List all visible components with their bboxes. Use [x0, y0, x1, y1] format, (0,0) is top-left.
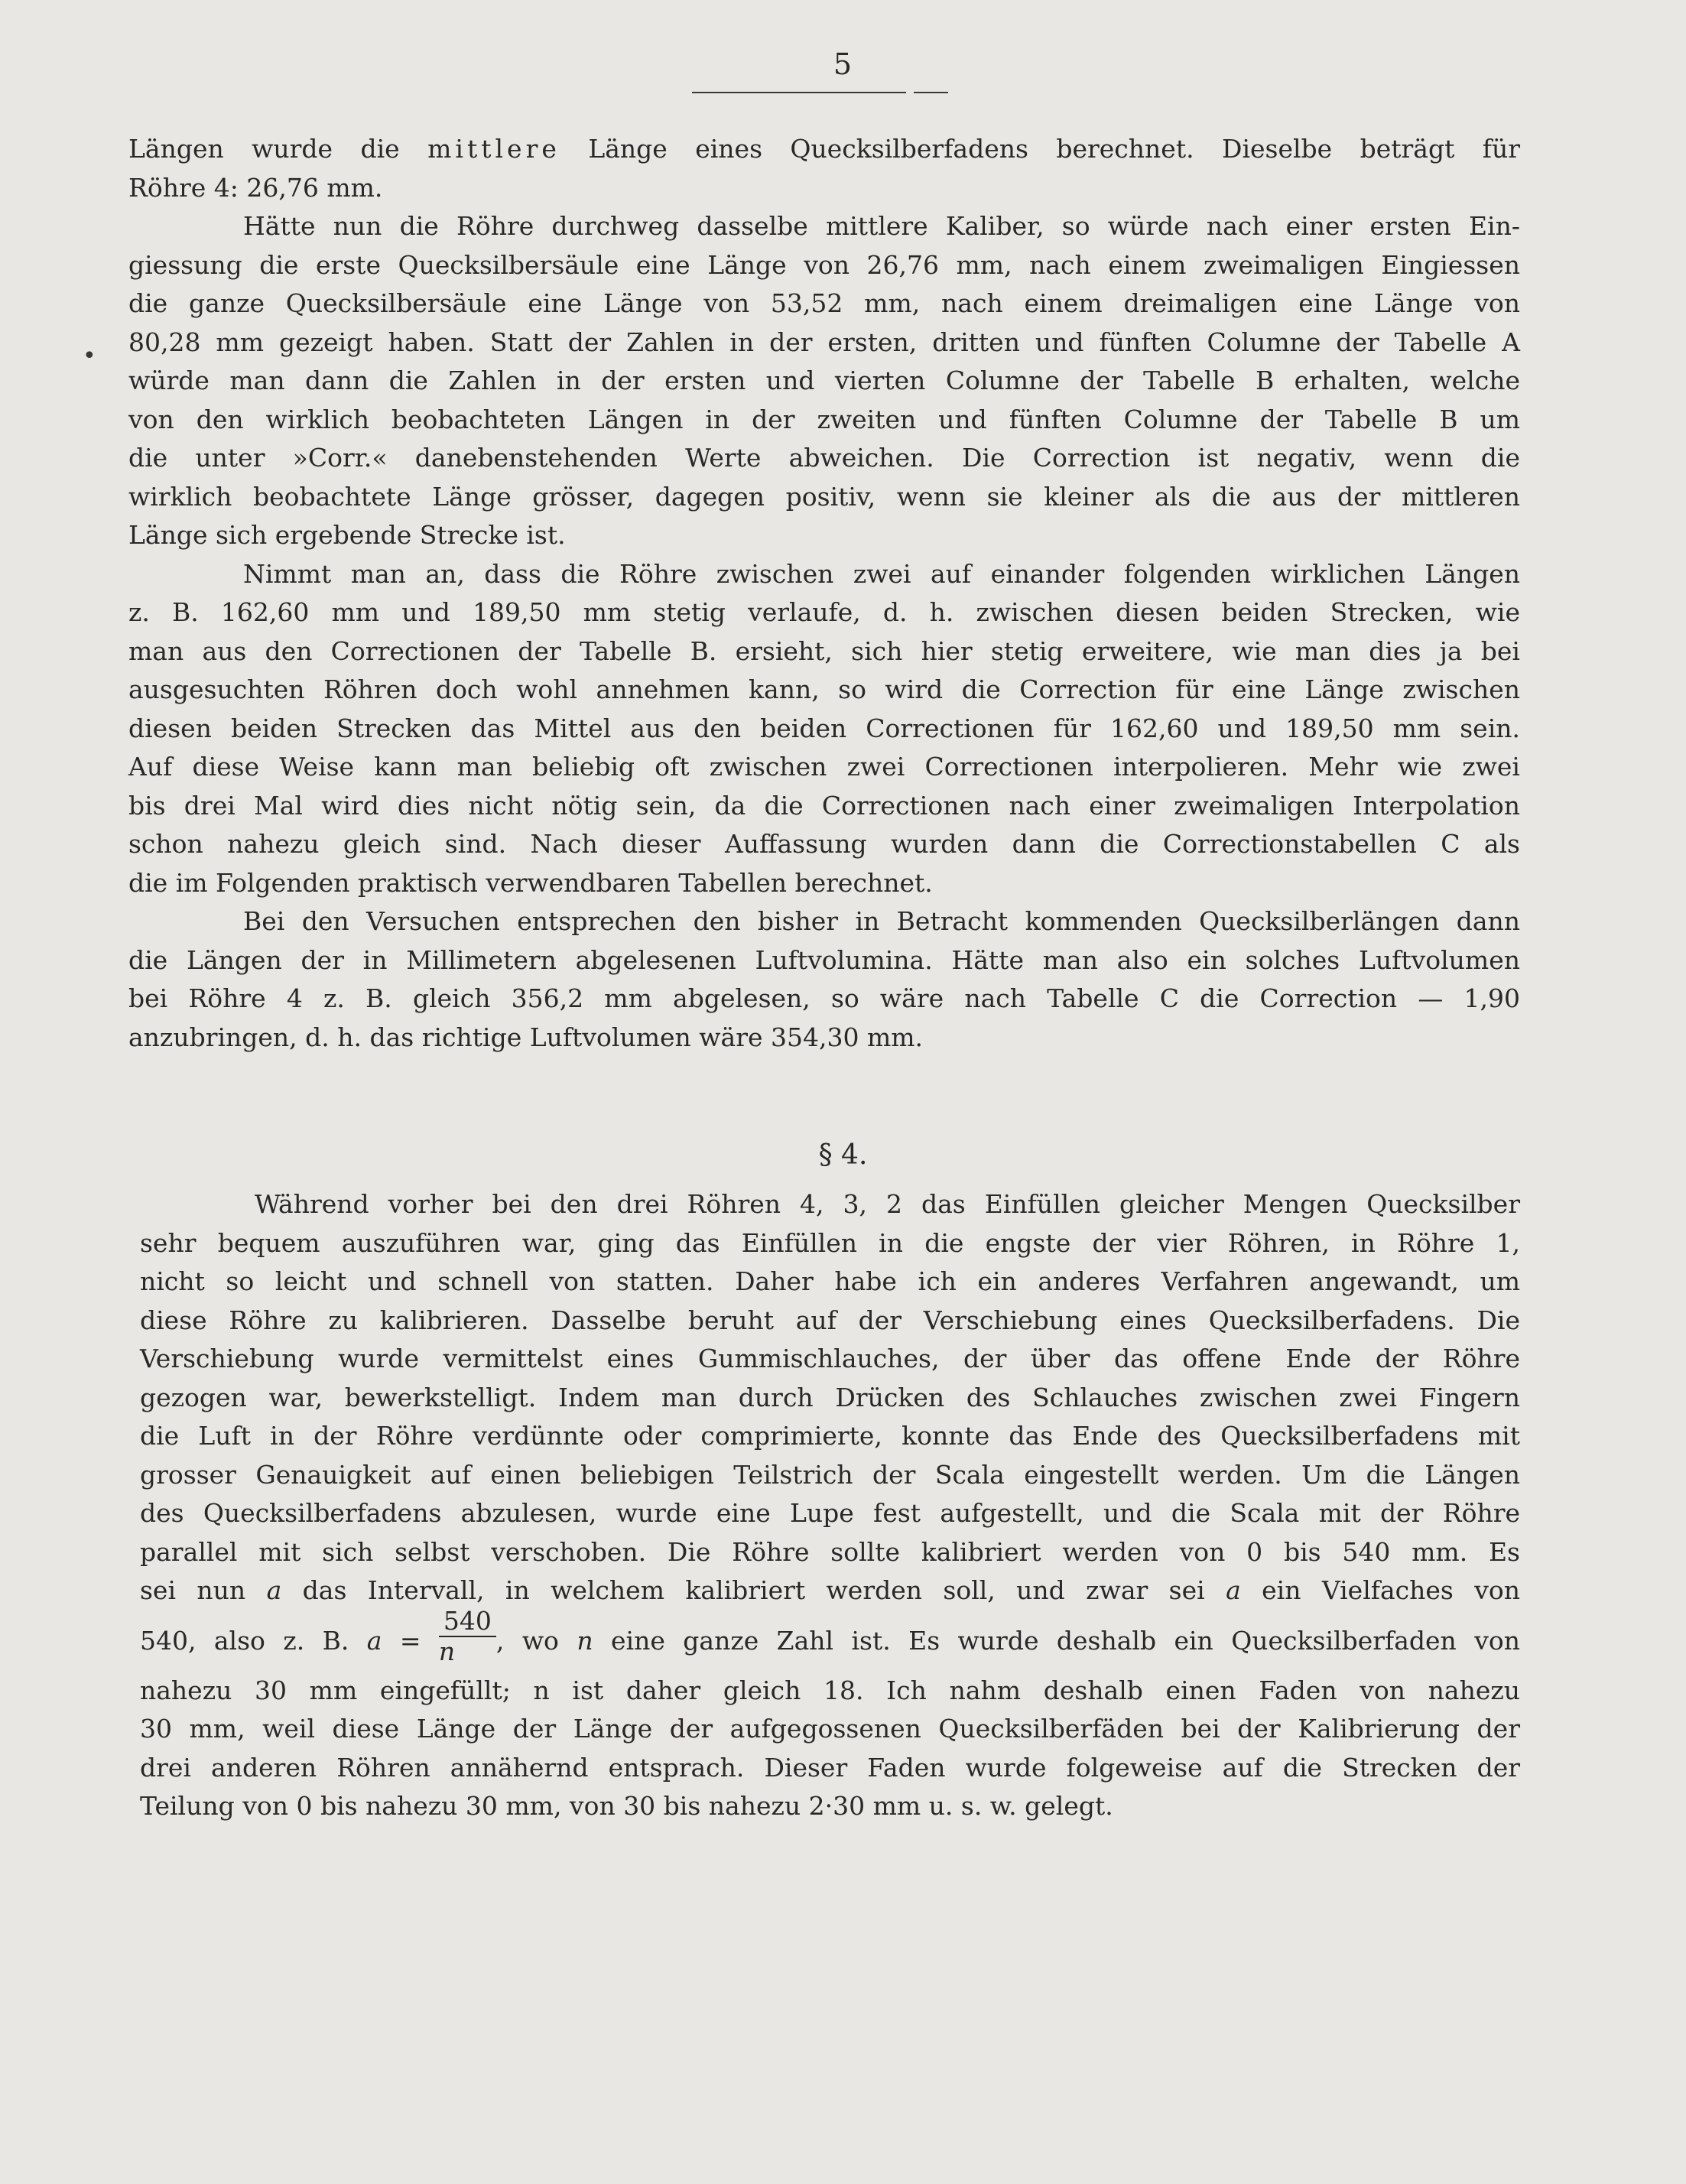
paragraph-line: die unter »Corr.« danebenstehenden Werte abweichen. Die Correction ist negativ, wenn die — [128, 443, 1520, 473]
paragraph-line: z. B. 162,60 mm und 189,50 mm stetig verlaufe, d. h. zwischen diesen beiden Strecken, wie — [128, 597, 1520, 627]
paragraph-line: nicht so leicht und schnell von statten. Daher habe ich ein anderes Verfahren angewandt, um — [140, 1266, 1520, 1296]
page-number: 5 — [833, 47, 853, 81]
paragraph-line: bei Röhre 4 z. B. gleich 356,2 mm abgelesen, so wäre nach Tabelle C die Correction — 1,90 — [128, 983, 1520, 1013]
paragraph-line: 80,28 mm gezeigt haben. Statt der Zahlen in der ersten, dritten und fünften Columne der Tabelle A — [128, 327, 1520, 357]
paragraph-line: von den wirklich beobachteten Längen in der zweiten und fünften Columne der Tabelle B um — [128, 404, 1520, 434]
paragraph-line: sei nun a das Intervall, in welchem kalibriert werden soll, und zwar sei a ein Vielfaches von — [140, 1575, 1520, 1605]
paragraph-line: sehr bequem auszuführen war, ging das Einfüllen in die engste der vier Röhren, in Röhre 1, — [140, 1227, 1520, 1258]
paragraph-line: würde man dann die Zahlen in der ersten und vierten Columne der Tabelle B erhalten, welche — [128, 366, 1520, 395]
paragraph-line: bis drei Mal wird dies nicht nötig sein, da die Correctionen nach einer zweimaligen Interpolation — [128, 790, 1520, 821]
paragraph-line: gezogen war, bewerkstelligt. Indem man durch Drücken des Schlauches zwischen zwei Fingern — [140, 1382, 1520, 1412]
paragraph-line: drei anderen Röhren annähernd entsprach. Dieser Faden wurde folgeweise auf die Strecken der — [140, 1752, 1520, 1783]
paragraph-line: 30 mm, weil diese Länge der Länge der aufgegossenen Quecksilberfäden bei der Kalibrierung der — [140, 1714, 1520, 1744]
paragraph-line: anzubringen, d. h. das richtige Luftvolumen wäre 354,30 mm. — [128, 1022, 924, 1052]
paragraph-line: Nimmt man an, dass die Röhre zwischen zwei auf einander folgenden wirklichen Längen — [243, 558, 1520, 589]
paragraph-line: Auf diese Weise kann man beliebig oft zwischen zwei Correctionen interpolieren. Mehr wie zwei — [128, 752, 1520, 782]
paragraph-line: schon nahezu gleich sind. Nach dieser Auffassung wurden dann die Correctionstabellen C als — [128, 829, 1520, 859]
fraction-denominator: n — [438, 1636, 456, 1666]
margin-dot-mark: • — [83, 343, 96, 369]
paragraph-line: Länge sich ergebende Strecke ist. — [128, 520, 566, 550]
paragraph-line: Bei den Versuchen entsprechen den bisher in Betracht kommenden Quecksilberlängen dann — [243, 906, 1520, 936]
paragraph-line: die Längen der in Millimetern abgelesenen Luftvolumina. Hätte man also ein solches Luftvolumen — [128, 944, 1520, 975]
fraction-numerator: 540 — [439, 1607, 496, 1637]
paragraph-line: grosser Genauigkeit auf einen beliebigen Teilstrich der Scala eingestellt werden. Um die Längen — [140, 1459, 1520, 1490]
paragraph-line: die im Folgenden praktisch verwendbaren Tabellen berechnet. — [128, 867, 933, 898]
paragraph-line: des Quecksilberfadens abzulesen, wurde eine Lupe fest aufgestellt, und die Scala mit der Röhre — [140, 1498, 1520, 1528]
fraction — [439, 1607, 496, 1666]
formula-line: 540, also z. B. a = $\frac{540}{n}$ , wo n eine ganze Zahl ist. Es wurde deshalb ein Quecksilberfaden von — [140, 1605, 1520, 1666]
paragraph-line: Hätte nun die Röhre durchweg dasselbe mittlere Kaliber, so würde nach einer ersten Ein- — [243, 211, 1520, 241]
text-line: Längen wurde die mittlere Länge eines Quecksilberfadens berechnet. Dieselbe beträgt für — [128, 134, 1521, 164]
paragraph-line: die Luft in der Röhre verdünnte oder comprimierte, konnte das Ende des Quecksilberfadens mit — [140, 1421, 1520, 1451]
text-block-lower — [140, 1185, 1520, 1826]
paragraph-line: nahezu 30 mm eingefüllt; n ist daher gleich 18. Ich nahm deshalb einen Faden von nahezu — [140, 1675, 1520, 1705]
paragraph-line: diese Röhre zu kalibrieren. Dasselbe beruht auf der Verschiebung eines Quecksilberfadens. Die — [140, 1305, 1520, 1335]
paragraph-line: Während vorher bei den drei Röhren 4, 3, 2 das Einfüllen gleicher Mengen Quecksilber — [255, 1189, 1520, 1219]
paragraph-line: parallel mit sich selbst verschoben. Die Röhre sollte kalibriert werden von 0 bis 540 mm. Es — [140, 1536, 1520, 1567]
paragraph-line: ausgesuchten Röhren doch wohl annehmen kann, so wird die Correction für eine Länge zwischen — [128, 674, 1520, 704]
paragraph-line: wirklich beobachtete Länge grösser, dagegen positiv, wenn sie kleiner als die aus der mittleren — [128, 481, 1520, 512]
paragraph-line: Teilung von 0 bis nahezu 30 mm, von 30 bis nahezu 2·30 mm u. s. w. gelegt. — [140, 1791, 1113, 1821]
paragraph-line: diesen beiden Strecken das Mittel aus den beiden Correctionen für 162,60 und 189,50 mm sein. — [128, 713, 1520, 743]
section-heading: § 4. — [818, 1139, 868, 1171]
paragraph-line: Verschiebung wurde vermittelst eines Gummischlauches, der über das offene Ende der Röhre — [140, 1344, 1520, 1373]
paragraph-line: giessung die erste Quecksilbersäule eine Länge von 26,76 mm, nach einem zweimaligen Eingiessen — [128, 249, 1520, 280]
paragraph-line: die ganze Quecksilbersäule eine Länge von 53,52 mm, nach einem dreimaligen eine Länge von — [128, 288, 1520, 318]
header-rule — [692, 92, 906, 93]
header-rule-short — [914, 92, 948, 93]
text-block-upper — [128, 130, 1520, 1057]
text-line: Röhre 4: 26,76 mm. — [128, 172, 383, 203]
paragraph-line: man aus den Correctionen der Tabelle B. ersieht, sich hier stetig erweitere, wie man dies ja bei — [128, 635, 1520, 666]
